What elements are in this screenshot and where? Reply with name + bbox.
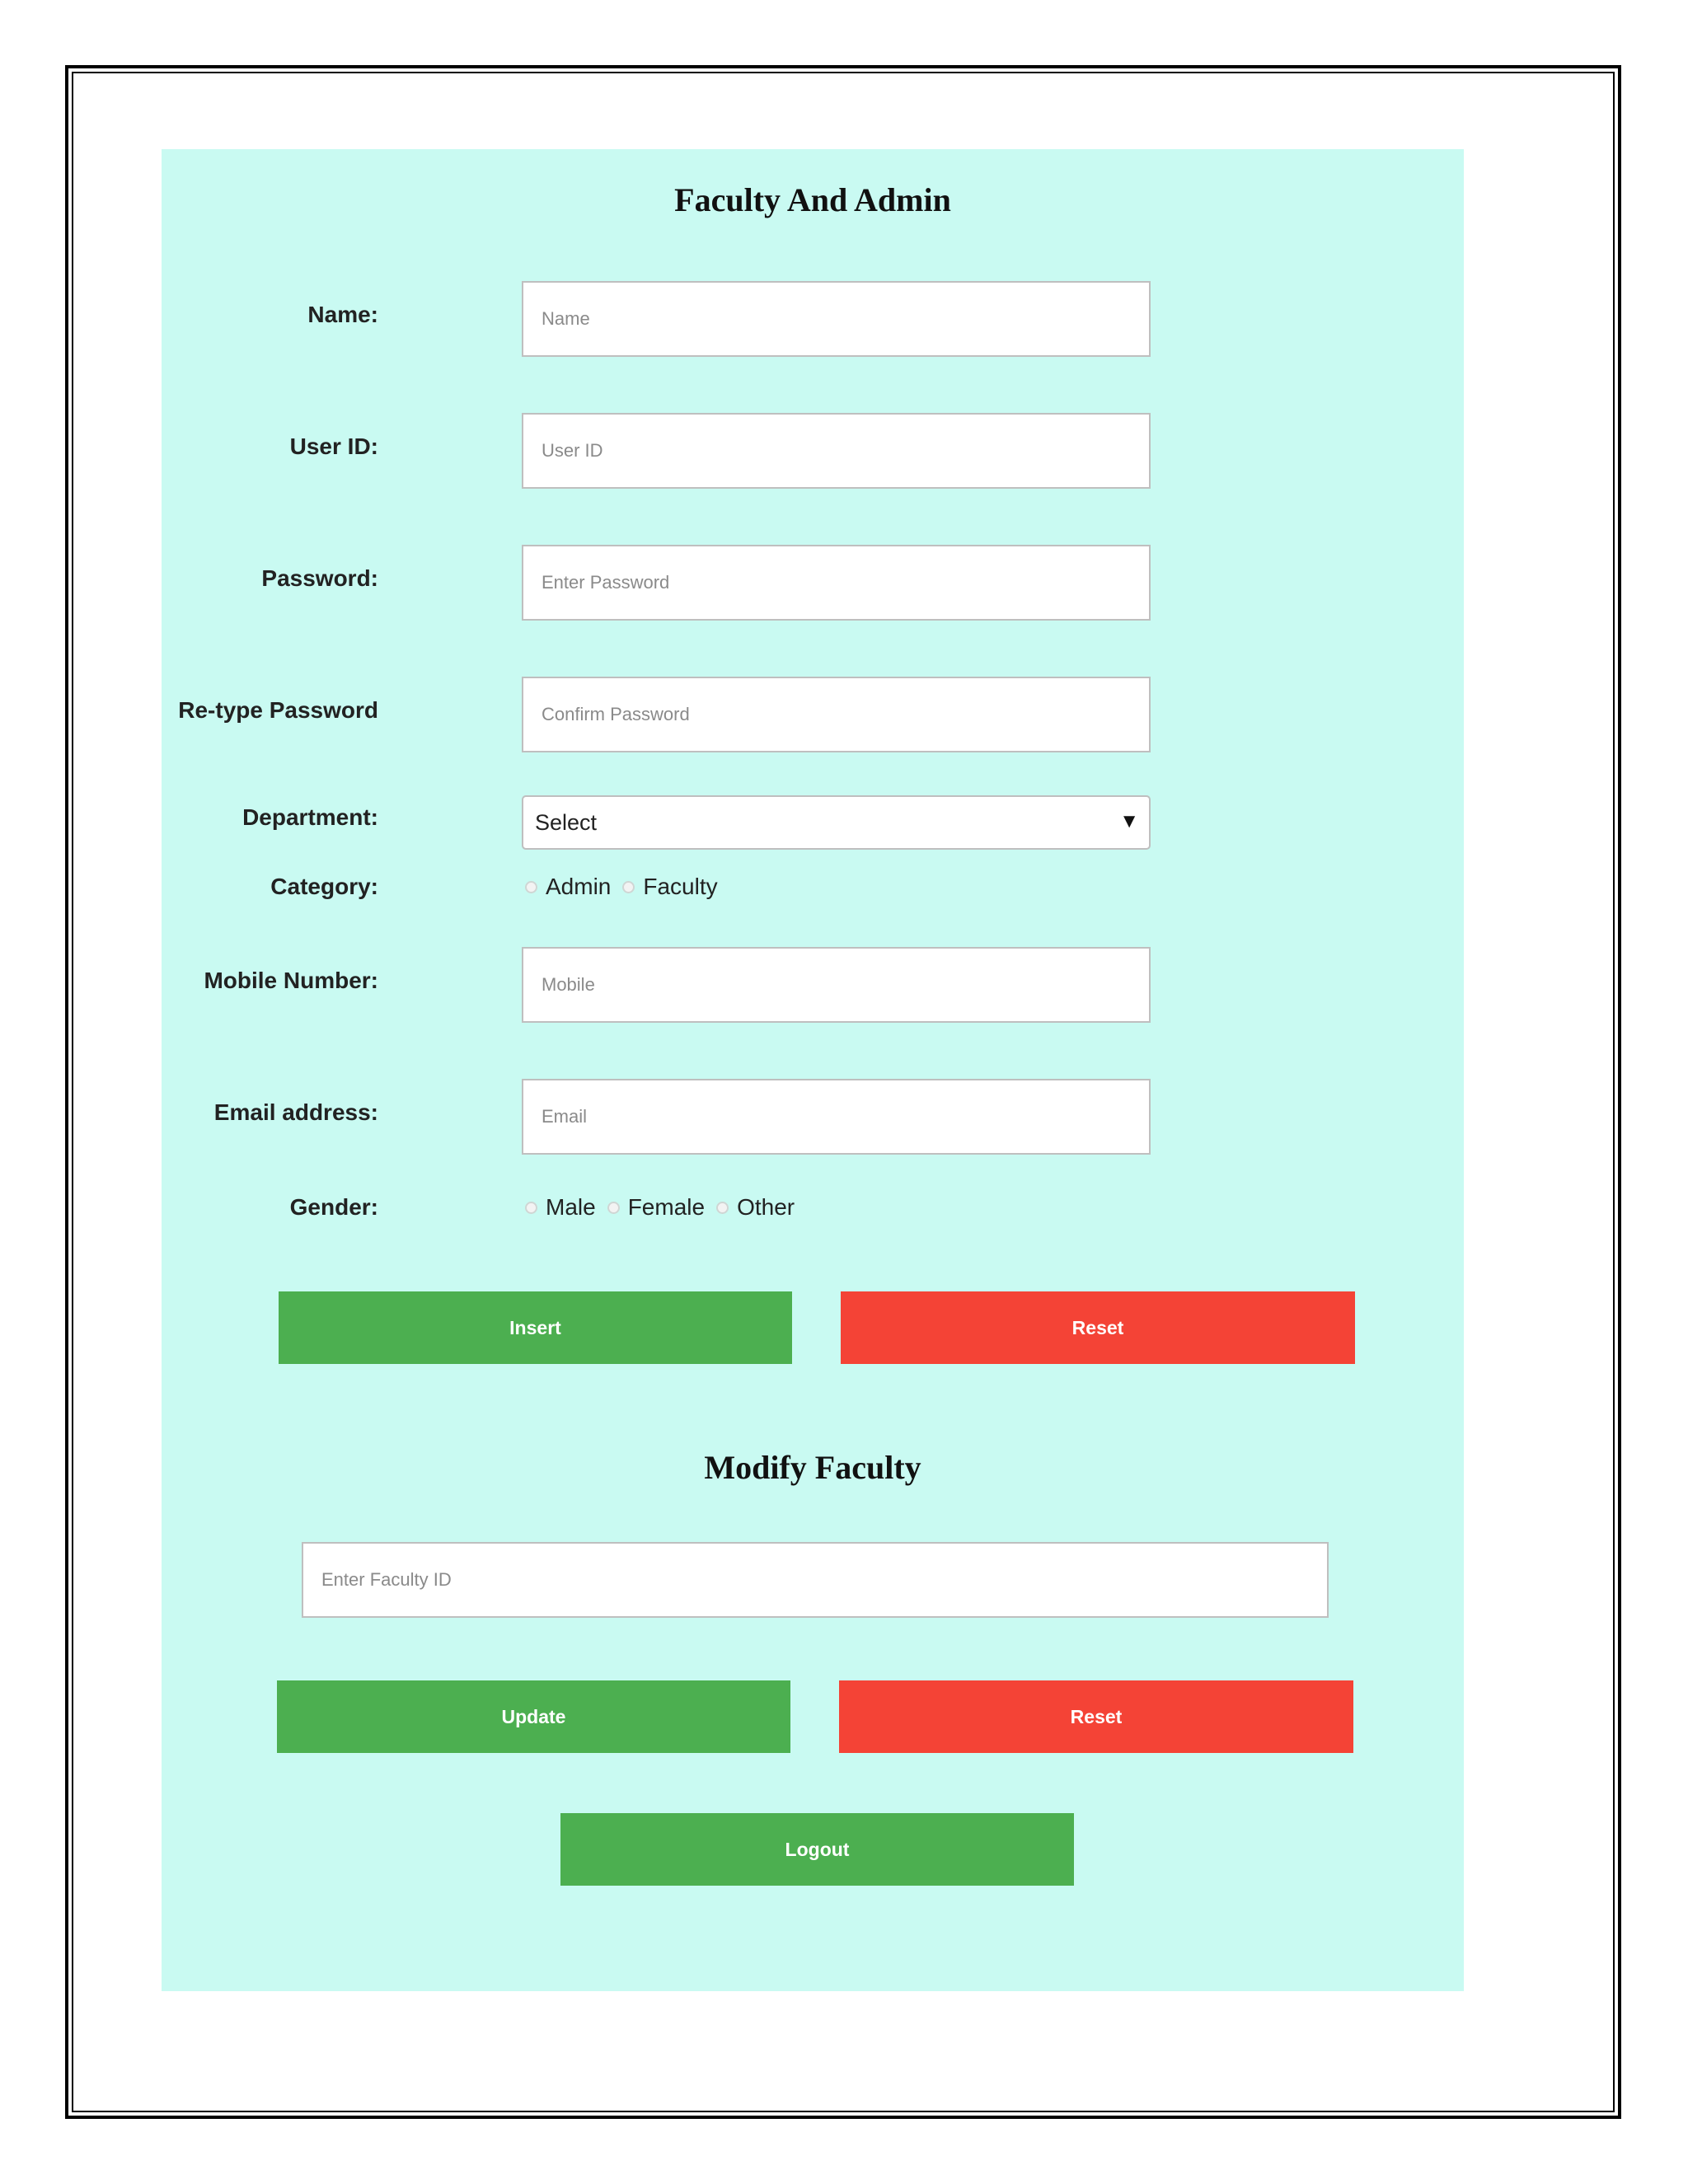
- gender-other-label: Other: [737, 1194, 795, 1220]
- retype-password-label: Re-type Password: [178, 697, 378, 723]
- user-id-input[interactable]: [522, 413, 1151, 489]
- form-panel: [162, 149, 1464, 1991]
- reset-button[interactable]: Reset: [841, 1291, 1355, 1364]
- gender-female-label: Female: [627, 1194, 706, 1220]
- email-input[interactable]: [522, 1079, 1151, 1155]
- password-input[interactable]: [522, 545, 1151, 621]
- mobile-input[interactable]: [522, 947, 1151, 1023]
- gender-male-label: Male: [546, 1194, 596, 1220]
- category-admin-label: Admin: [546, 874, 612, 899]
- email-label: Email address:: [213, 1099, 378, 1125]
- category-radio-group: [525, 874, 729, 900]
- name-label: Name:: [307, 302, 378, 327]
- password-label: Password:: [261, 565, 378, 591]
- faculty-id-input[interactable]: [302, 1542, 1329, 1618]
- department-select[interactable]: [522, 795, 1151, 850]
- mobile-label: Mobile Number:: [204, 968, 378, 993]
- dropdown-arrow-icon: ▼: [1119, 810, 1139, 832]
- category-faculty-radio[interactable]: [622, 881, 635, 893]
- category-label: Category:: [270, 874, 378, 899]
- gender-male-radio[interactable]: [525, 1202, 537, 1214]
- gender-label: Gender:: [289, 1194, 378, 1220]
- modify-reset-button[interactable]: Reset: [839, 1680, 1353, 1753]
- form-title: Faculty And Admin: [674, 181, 951, 218]
- insert-button[interactable]: Insert: [279, 1291, 792, 1364]
- user-id-label: User ID:: [289, 434, 378, 459]
- department-selected-value: Select: [535, 810, 598, 835]
- update-button[interactable]: Update: [277, 1680, 790, 1753]
- logout-button[interactable]: Logout: [560, 1813, 1074, 1886]
- retype-password-input[interactable]: [522, 677, 1151, 752]
- department-label: Department:: [242, 804, 378, 830]
- modify-faculty-title: Modify Faculty: [704, 1449, 921, 1486]
- category-faculty-label: Faculty: [643, 874, 718, 899]
- gender-radio-group: [525, 1194, 806, 1221]
- name-input[interactable]: [522, 281, 1151, 357]
- gender-female-radio[interactable]: [607, 1202, 620, 1214]
- gender-other-radio[interactable]: [716, 1202, 729, 1214]
- category-admin-radio[interactable]: [525, 881, 537, 893]
